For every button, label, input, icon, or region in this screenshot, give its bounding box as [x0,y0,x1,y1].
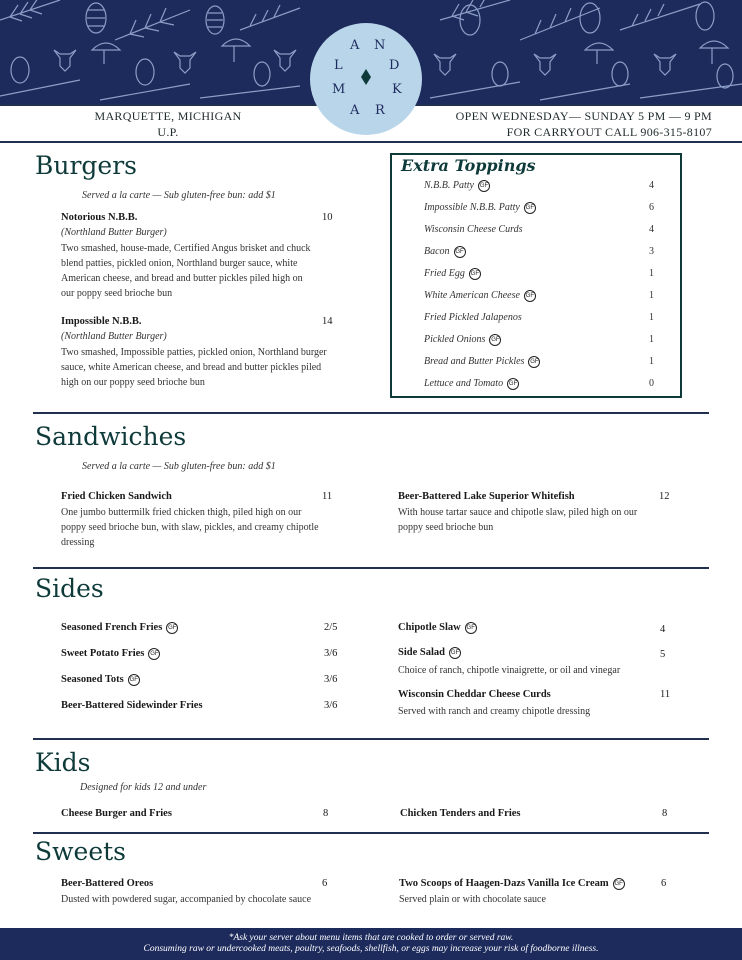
desc-line: Two smashed, Impossible patties, pickled onion, Northland burger [61,347,327,358]
toppings-title: Extra Toppings [401,156,536,175]
topping-name: Fried Egg [424,268,465,279]
pine-cone-icon [11,57,270,86]
menu-item-description: Served plain or with chocolate sauce [399,894,546,905]
topping-price: 1 [649,356,654,367]
topping-price: 0 [649,378,654,389]
desc-line: poppy seed brioche bun [398,522,494,533]
gluten-free-icon: GF [478,180,490,192]
desc-line: Two smashed, house-made, Certified Angus brisket and chuck [61,243,311,254]
pine-branch-icon [115,8,190,40]
hours-open: OPEN WEDNESDAY— SUNDAY 5 PM — 9 PM [455,109,712,123]
topping-row [424,246,654,262]
topping-row [424,334,654,350]
pine-cone-icon [86,3,106,33]
menu-item-description: Dusted with powdered sugar, accompanied by chocolate sauce [61,894,312,905]
menu-item-price: 10 [322,212,333,223]
fox-icon [174,52,196,73]
menu-item-description: Served with ranch and creamy chipotle dressing [398,706,591,717]
pine-cone-icon [492,62,733,88]
menu-item-name: Chipotle Slaw GF [398,622,475,633]
section-title-sides: Sides [35,574,104,603]
menu-item-name: Beer-Battered Oreos [61,878,154,889]
topping-price: 1 [649,312,654,323]
topping-price: 6 [649,202,654,213]
topping-name: Bacon [424,246,450,257]
section-title-burgers: Burgers [35,151,138,180]
menu-item-description: Choice of ranch, chipotle vinaigrette, or oil and vinegar [398,665,621,676]
topping-price: 4 [649,180,654,191]
fox-icon [274,50,296,71]
mushroom-icon [585,41,728,64]
desc-line: our poppy seed brioche bun [61,288,173,299]
pine-branch-icon [240,5,300,30]
gluten-free-icon: GF [469,268,481,280]
gluten-free-icon: GF [524,202,536,214]
menu-item-price: 5 [660,649,666,660]
section-divider [33,412,709,414]
menu-item-price: 3/6 [324,700,338,711]
gluten-free-icon: GF [528,356,540,368]
menu-item-price: 2/5 [324,622,338,633]
footer-line: *Ask your server about menu items that are cooked to order or served raw. [228,933,514,943]
menu-item-price: 4 [660,624,666,635]
topping-name: Lettuce and Tomato [424,378,504,389]
section-title-kids: Kids [35,748,91,777]
menu-item-name: Sweet Potato Fries GF [61,648,159,659]
menu-item-price: 14 [322,316,333,327]
header-divider [0,141,742,143]
menu-item-name: Beer-Battered Lake Superior Whitefish [398,491,575,502]
topping-name: Fried Pickled Jalapenos [424,312,522,323]
section-title-sandwiches: Sandwiches [35,422,187,451]
menu-item-description [61,241,371,301]
topping-row [424,312,654,328]
menu-item-description [61,505,371,550]
menu-item-subtitle: (Northland Butter Burger) [61,227,167,238]
kids-note: Designed for kids 12 and under [80,782,207,793]
gluten-free-icon: GF [148,648,160,660]
mushroom-icon [222,39,250,62]
extra-toppings-box [390,153,682,398]
burgers-note: Served a la carte — Sub gluten-free bun: add $1 [82,190,276,201]
topping-price: 1 [649,290,654,301]
topping-row [424,378,654,394]
menu-item-name: Side Salad GF [398,647,460,658]
gluten-free-icon: GF [465,622,477,634]
topping-name: N.B.B. Patty [424,180,474,191]
menu-item-name: Beer-Battered Sidewinder Fries [61,700,203,711]
menu-item-price: 6 [661,878,667,889]
topping-price: 4 [649,224,654,235]
topping-row [424,356,654,372]
menu-item-name: Impossible N.B.B. [61,316,142,327]
desc-line: high on our poppy seed brioche bun [61,377,205,388]
menu-item-name: Cheese Burger and Fries [61,808,172,819]
topping-price: 1 [649,334,654,345]
logo-letter: L [334,58,344,73]
diamond-icon [361,69,371,85]
desc-line: poppy seed brioche bun, with slaw, pickles, and creamy chipotle [61,522,319,533]
section-divider [33,738,709,740]
location-block [88,108,248,140]
gluten-free-icon: GF [613,878,625,890]
food-safety-footer [0,928,742,960]
menu-item-price: 6 [322,878,328,889]
gluten-free-icon: GF [454,246,466,258]
menu-item-name: Notorious N.B.B. [61,212,138,223]
pine-cone-icon [460,2,714,35]
topping-name: Pickled Onions [424,334,486,345]
pine-branch-icon [520,4,700,40]
menu-item-name: Seasoned Tots GF [61,674,138,685]
menu-item-name: Fried Chicken Sandwich [61,491,172,502]
menu-item-name: Wisconsin Cheddar Cheese Curds [398,689,551,700]
topping-row [424,202,654,218]
menu-item-subtitle: (Northland Butter Burger) [61,331,167,342]
location-region: U.P. [157,125,179,139]
desc-line: sauce, white American cheese, and bread and butter pickles piled [61,362,322,373]
pine-branch-icon [440,0,510,20]
topping-row [424,268,654,284]
desc-line: One jumbo buttermilk fried chicken thigh, piled high on our [61,507,302,518]
gluten-free-icon: GF [128,674,140,686]
desc-line: dressing [61,537,95,548]
menu-item-price: 8 [662,808,668,819]
mushroom-icon [92,43,120,64]
logo-letter: K [392,82,403,97]
topping-name: Bread and Butter Pickles [424,356,525,367]
menu-item-price: 3/6 [324,648,338,659]
sandwiches-note: Served a la carte — Sub gluten-free bun: add $1 [82,461,276,472]
menu-item-description [398,505,708,535]
fox-icon [54,50,76,71]
logo-letter: A [350,38,361,53]
menu-item-name: Two Scoops of Haagen-Dazs Vanilla Ice Cream GF [399,878,623,889]
gluten-free-icon: GF [449,647,461,659]
menu-item-name: Chicken Tenders and Fries [400,808,521,819]
menu-item-price: 11 [660,689,671,700]
logo-letter: D [389,58,401,73]
menu-item-price: 3/6 [324,674,338,685]
section-divider [33,832,709,834]
menu-item-description [61,345,371,390]
desc-line: blend patties, pickled onion, Northland burger sauce, white [61,258,298,269]
menu-item-price: 11 [322,491,333,502]
section-divider [33,567,709,569]
topping-name: Wisconsin Cheese Curds [424,224,523,235]
menu-item-price: 12 [659,491,670,502]
logo-letter: R [375,103,386,118]
topping-price: 3 [649,246,654,257]
topping-row [424,180,654,196]
hours-block [456,108,712,140]
landmark-logo [310,23,422,135]
topping-row [424,290,654,306]
logo-letter: N [374,38,387,53]
menu-item-price: 8 [323,808,329,819]
desc-line: With house tartar sauce and chipotle slaw, piled high on our [398,507,638,518]
logo-letter: M [332,82,347,97]
pine-branch-icon [0,0,60,21]
logo-letter: A [350,103,361,118]
location-city: MARQUETTE, MICHIGAN [94,109,242,123]
fox-icon [434,54,676,75]
topping-row [424,224,654,240]
gluten-free-icon: GF [524,290,536,302]
carryout-phone[interactable]: FOR CARRYOUT CALL 906-315-8107 [506,125,712,139]
topping-name: White American Cheese [424,290,520,301]
footer-line: Consuming raw or undercooked meats, poultry, seafoods, shellfish, or eggs may increase your risk of foodborne illness. [143,944,599,954]
topping-name: Impossible N.B.B. Patty [424,202,520,213]
gluten-free-icon: GF [166,622,178,634]
gluten-free-icon: GF [489,334,501,346]
menu-item-name: Seasoned French Fries GF [61,622,177,633]
gluten-free-icon: GF [507,378,519,390]
section-title-sweets: Sweets [35,837,126,866]
pine-cone-icon [206,6,224,34]
topping-price: 1 [649,268,654,279]
pine-branch-icon [430,82,742,100]
desc-line: American cheese, and bread and butter pickles piled high on [61,273,303,284]
